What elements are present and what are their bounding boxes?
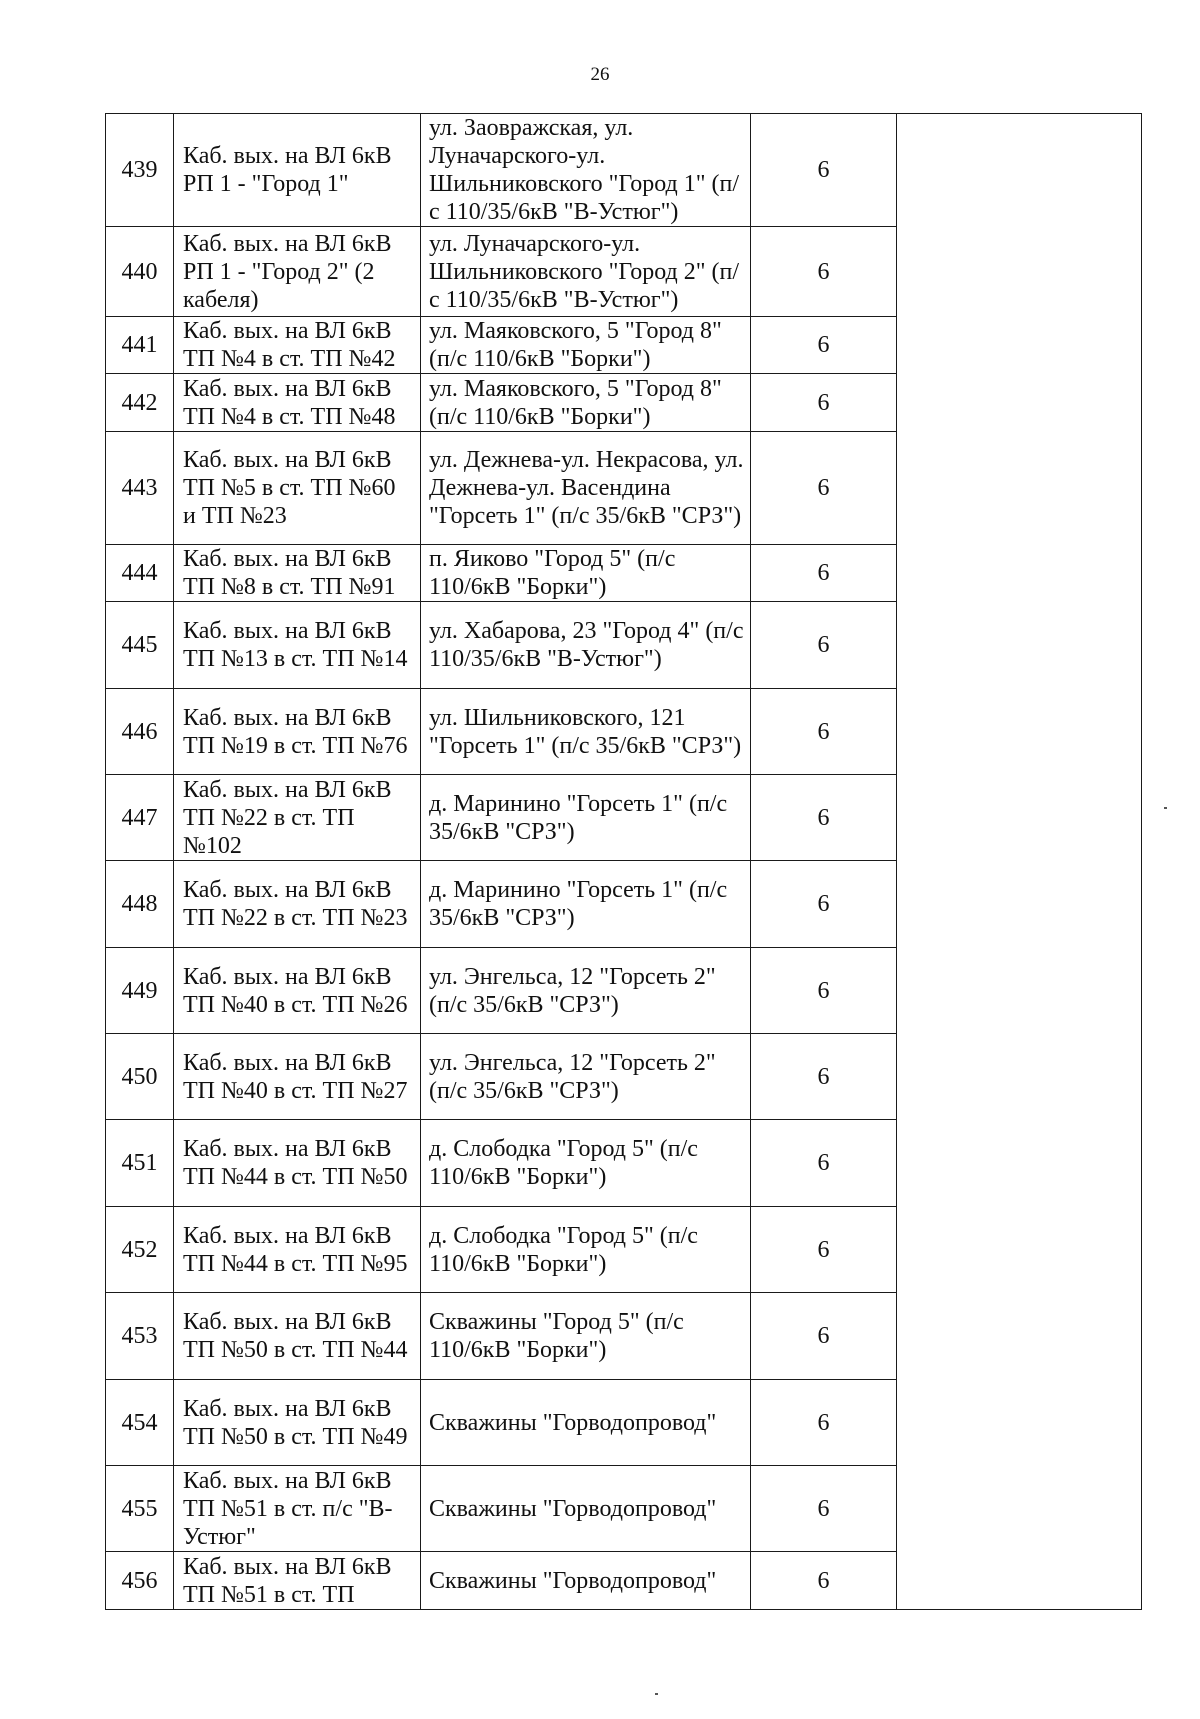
voltage-cell: 6: [751, 775, 897, 861]
row-number: 447: [106, 775, 174, 861]
cable-line-name: Каб. вых. на ВЛ 6кВ ТП №51 в ст. ТП: [174, 1552, 421, 1610]
row-number: 444: [106, 545, 174, 602]
cable-line-name: Каб. вых. на ВЛ 6кВ ТП №44 в ст. ТП №95: [174, 1207, 421, 1293]
row-number: 439: [106, 114, 174, 227]
row-number: 440: [106, 227, 174, 317]
voltage-cell: 6: [751, 602, 897, 689]
row-number: 456: [106, 1552, 174, 1610]
address-cell: ул. Маяковского, 5 "Город 8" (п/с 110/6кВ "Борки"): [421, 317, 751, 374]
voltage-cell: 6: [751, 1293, 897, 1380]
address-cell: Скважины "Горводопровод": [421, 1552, 751, 1610]
cable-line-name: Каб. вых. на ВЛ 6кВ ТП №40 в ст. ТП №27: [174, 1034, 421, 1120]
cable-line-name: Каб. вых. на ВЛ 6кВ ТП №50 в ст. ТП №44: [174, 1293, 421, 1380]
row-number: 446: [106, 689, 174, 775]
voltage-cell: 6: [751, 114, 897, 227]
voltage-cell: 6: [751, 1120, 897, 1207]
row-number: 441: [106, 317, 174, 374]
address-cell: д. Слободка "Город 5" (п/с 110/6кВ "Борки"): [421, 1120, 751, 1207]
row-number: 455: [106, 1466, 174, 1552]
row-number: 449: [106, 948, 174, 1034]
cable-line-name: Каб. вых. на ВЛ 6кВ ТП №13 в ст. ТП №14: [174, 602, 421, 689]
address-cell: ул. Хабарова, 23 "Город 4" (п/с 110/35/6кВ "В-Устюг"): [421, 602, 751, 689]
row-number: 452: [106, 1207, 174, 1293]
row-number: 445: [106, 602, 174, 689]
address-cell: д. Маринино "Горсеть 1" (п/с 35/6кВ "СРЗ"): [421, 775, 751, 861]
voltage-cell: 6: [751, 861, 897, 948]
cable-line-name: Каб. вых. на ВЛ 6кВ ТП №8 в ст. ТП №91: [174, 545, 421, 602]
scan-speck: [655, 1693, 658, 1695]
voltage-cell: 6: [751, 1207, 897, 1293]
voltage-cell: 6: [751, 374, 897, 432]
empty-column: [897, 114, 1142, 1610]
cable-line-name: Каб. вых. на ВЛ 6кВ РП 1 - "Город 2" (2 кабеля): [174, 227, 421, 317]
cable-line-name: Каб. вых. на ВЛ 6кВ ТП №5 в ст. ТП №60 и ТП №23: [174, 432, 421, 545]
address-cell: ул. Луначарского-ул. Шильниковского "Город 2" (п/с 110/35/6кВ "В-Устюг"): [421, 227, 751, 317]
row-number: 453: [106, 1293, 174, 1380]
cable-line-name: Каб. вых. на ВЛ 6кВ ТП №51 в ст. п/с "В-Устюг": [174, 1466, 421, 1552]
cable-line-name: Каб. вых. на ВЛ 6кВ ТП №50 в ст. ТП №49: [174, 1380, 421, 1466]
voltage-cell: 6: [751, 689, 897, 775]
row-number: 442: [106, 374, 174, 432]
voltage-cell: 6: [751, 317, 897, 374]
voltage-cell: 6: [751, 545, 897, 602]
row-number: 443: [106, 432, 174, 545]
address-cell: ул. Энгельса, 12 "Горсеть 2" (п/с 35/6кВ "СРЗ"): [421, 1034, 751, 1120]
address-cell: д. Маринино "Горсеть 1" (п/с 35/6кВ "СРЗ"): [421, 861, 751, 948]
voltage-cell: 6: [751, 1466, 897, 1552]
row-number: 448: [106, 861, 174, 948]
voltage-cell: 6: [751, 1034, 897, 1120]
voltage-cell: 6: [751, 1552, 897, 1610]
address-cell: Скважины "Город 5" (п/с 110/6кВ "Борки"): [421, 1293, 751, 1380]
address-cell: ул. Заовражская, ул. Луначарского-ул. Шильниковского "Город 1" (п/с 110/35/6кВ "В-Устюг"): [421, 114, 751, 227]
cable-line-name: Каб. вых. на ВЛ 6кВ ТП №4 в ст. ТП №48: [174, 374, 421, 432]
cable-line-name: Каб. вых. на ВЛ 6кВ ТП №44 в ст. ТП №50: [174, 1120, 421, 1207]
cable-line-name: Каб. вых. на ВЛ 6кВ РП 1 - "Город 1": [174, 114, 421, 227]
address-cell: ул. Маяковского, 5 "Город 8" (п/с 110/6кВ "Борки"): [421, 374, 751, 432]
address-cell: Скважины "Горводопровод": [421, 1466, 751, 1552]
scan-speck: [1164, 807, 1167, 809]
row-number: 451: [106, 1120, 174, 1207]
row-number: 454: [106, 1380, 174, 1466]
cable-line-name: Каб. вых. на ВЛ 6кВ ТП №4 в ст. ТП №42: [174, 317, 421, 374]
table-row: [106, 114, 1142, 227]
cable-line-name: Каб. вых. на ВЛ 6кВ ТП №22 в ст. ТП №23: [174, 861, 421, 948]
cable-line-name: Каб. вых. на ВЛ 6кВ ТП №40 в ст. ТП №26: [174, 948, 421, 1034]
row-number: 450: [106, 1034, 174, 1120]
substation-cable-table: [105, 113, 1142, 1610]
voltage-cell: 6: [751, 948, 897, 1034]
address-cell: ул. Дежнева-ул. Некрасова, ул. Дежнева-ул. Васендина "Горсеть 1" (п/с 35/6кВ "СРЗ"): [421, 432, 751, 545]
address-cell: ул. Шильниковского, 121 "Горсеть 1" (п/с 35/6кВ "СРЗ"): [421, 689, 751, 775]
voltage-cell: 6: [751, 432, 897, 545]
address-cell: д. Слободка "Город 5" (п/с 110/6кВ "Борки"): [421, 1207, 751, 1293]
address-cell: п. Яиково "Город 5" (п/с 110/6кВ "Борки"): [421, 545, 751, 602]
page-number: 26: [590, 64, 610, 85]
cable-line-name: Каб. вых. на ВЛ 6кВ ТП №19 в ст. ТП №76: [174, 689, 421, 775]
voltage-cell: 6: [751, 1380, 897, 1466]
address-cell: ул. Энгельса, 12 "Горсеть 2" (п/с 35/6кВ "СРЗ"): [421, 948, 751, 1034]
voltage-cell: 6: [751, 227, 897, 317]
cable-line-name: Каб. вых. на ВЛ 6кВ ТП №22 в ст. ТП №102: [174, 775, 421, 861]
address-cell: Скважины "Горводопровод": [421, 1380, 751, 1466]
